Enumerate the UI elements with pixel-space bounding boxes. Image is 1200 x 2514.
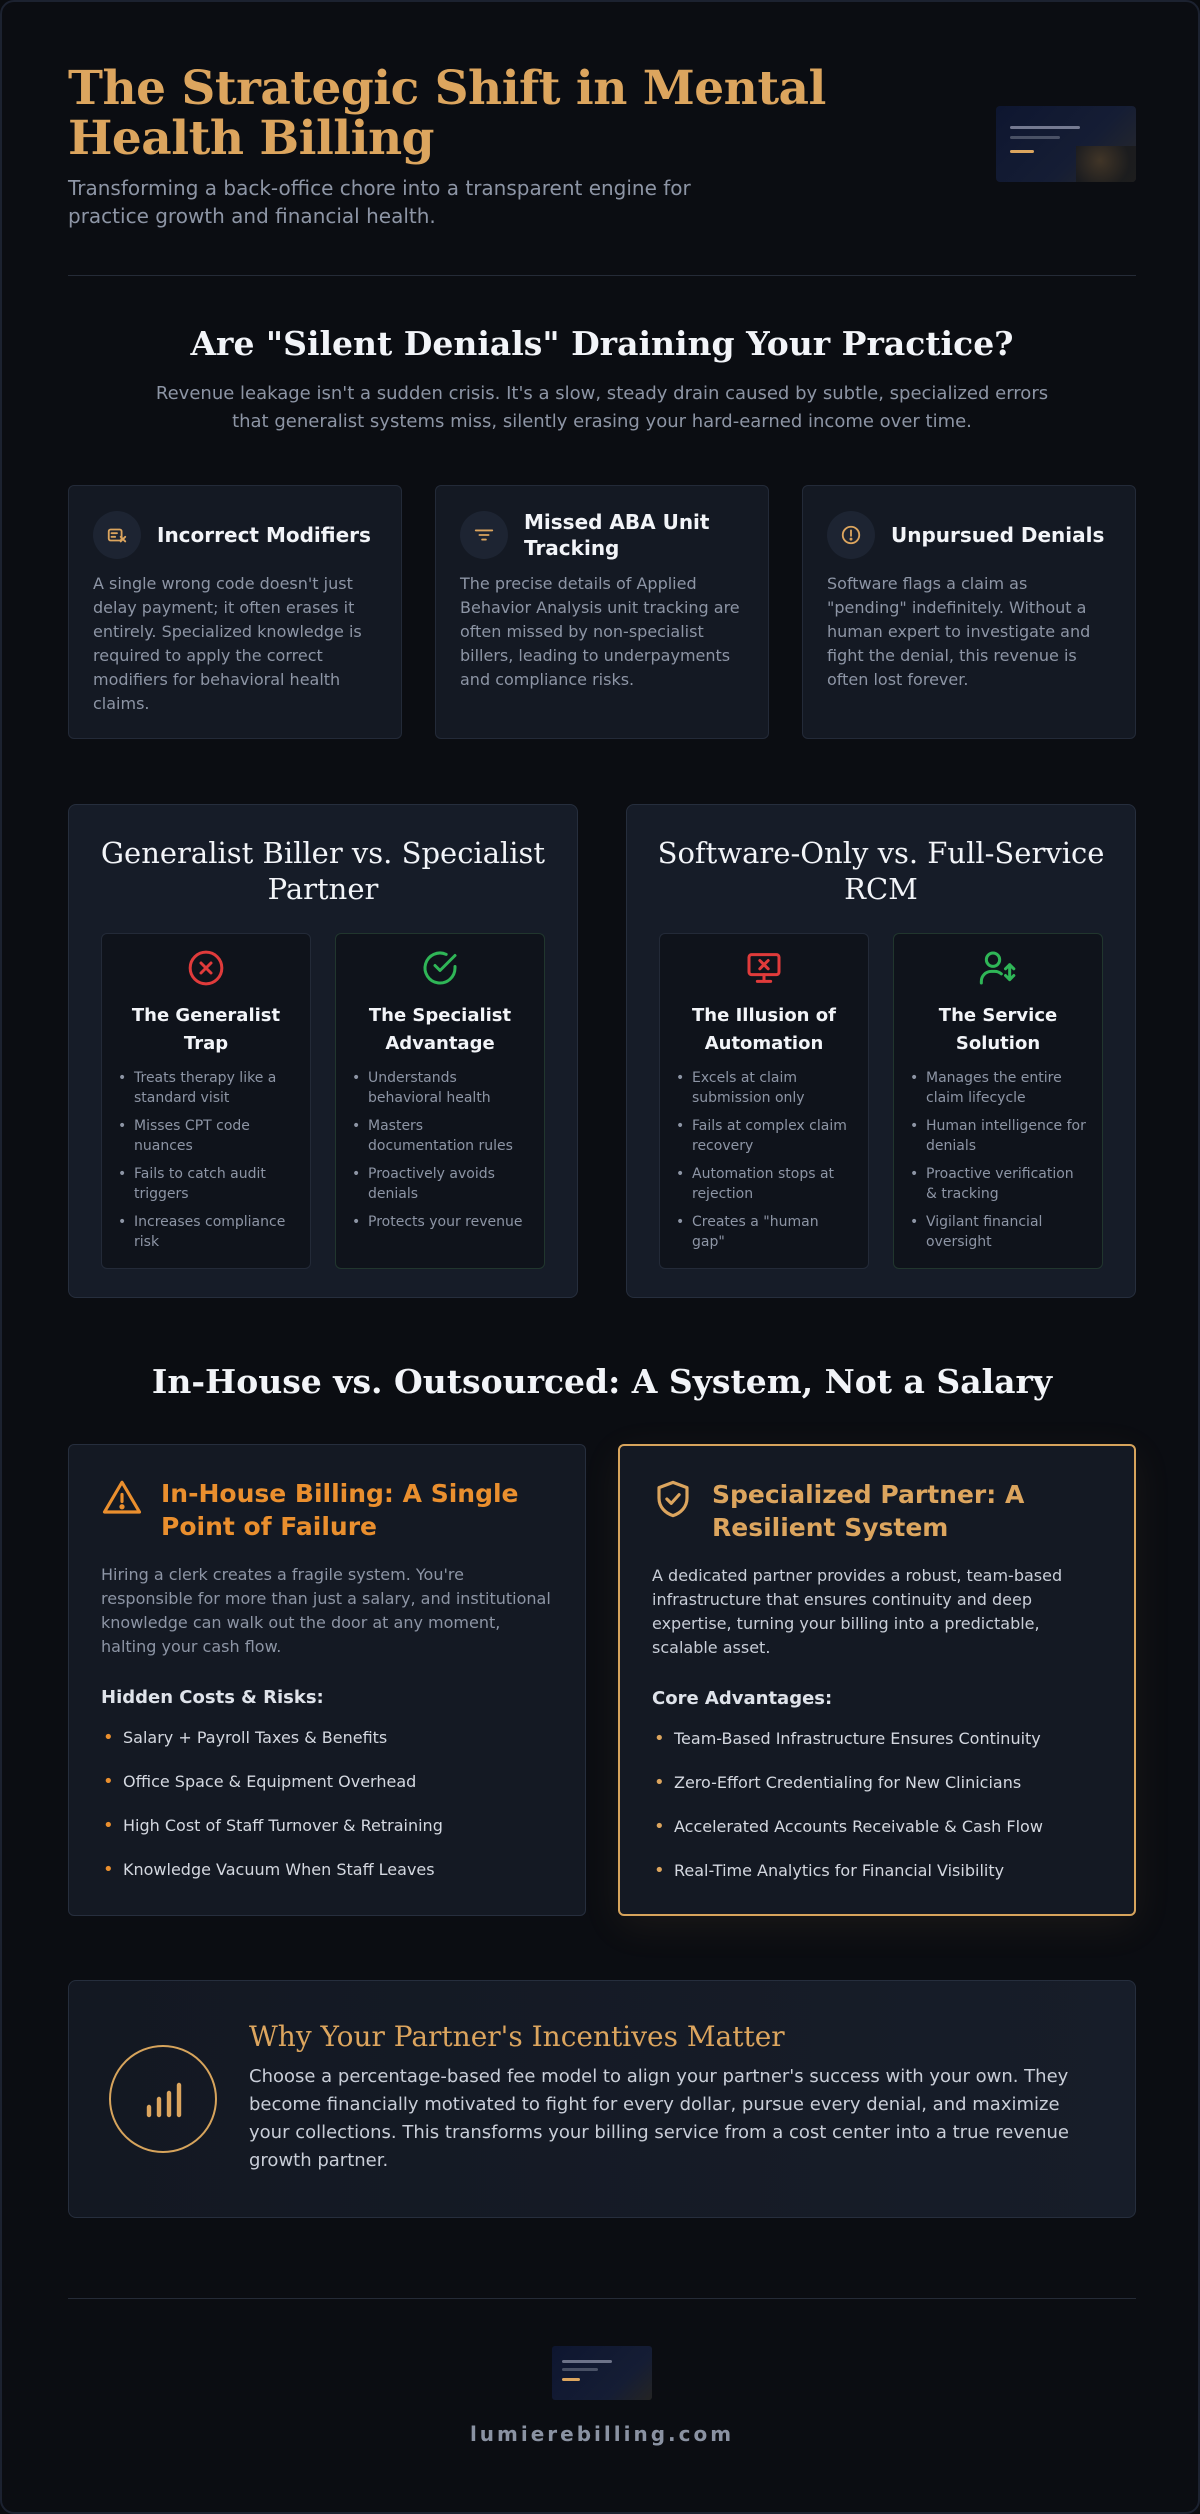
leak-card-title: Unpursued Denials xyxy=(891,523,1105,547)
leak-card-title: Incorrect Modifiers xyxy=(157,523,371,547)
incentive-text: Choose a percentage-based fee model to align your partner's success with your own. They become financially motivated to fight for every dollar, pursue every denial, and maximize your collections. This transforms your billing service from a cost center into a true revenue growth partner. xyxy=(249,2066,1069,2171)
list-item: • Office Space & Equipment Overhead xyxy=(101,1770,553,1794)
page-title: The Strategic Shift in Mental Health Billing xyxy=(68,61,826,166)
comparison-panel-title: Software-Only vs. Full-Service RCM xyxy=(657,836,1105,906)
list-item: • Manages the entire claim lifecycle xyxy=(908,1068,1088,1108)
divider xyxy=(68,2298,1136,2299)
filter-icon xyxy=(460,511,508,559)
footer-thumbnail-image xyxy=(552,2346,652,2400)
modifier-icon xyxy=(93,511,141,559)
list-item: • Fails at complex claim recovery xyxy=(674,1116,854,1156)
comparison-card-title: The Service Solution xyxy=(938,1005,1058,1054)
comparison-card-generalist xyxy=(101,933,311,1269)
divider xyxy=(68,275,1136,276)
list-item: • Zero-Effort Credentialing for New Clinicians xyxy=(652,1771,1102,1795)
comparison-card-title: The Illusion of Automation xyxy=(692,1005,836,1054)
list-item: • Misses CPT code nuances xyxy=(116,1116,296,1156)
comparison-panel-generalist-vs-specialist xyxy=(68,804,578,1298)
list-item: • Knowledge Vacuum When Staff Leaves xyxy=(101,1858,553,1882)
list-item: • Automation stops at rejection xyxy=(674,1164,854,1204)
comparison-list xyxy=(674,1068,854,1252)
page-subtitle: Transforming a back-office chore into a transparent engine for practice growth and financial health. xyxy=(68,176,691,228)
section-lead-silent-denials: Revenue leakage isn't a sudden crisis. It's a slow, steady drain caused by subtle, specialized errors that generalist systems miss, silently erasing your hard-earned income over time. xyxy=(155,383,1049,432)
comparison-panel-software-vs-service xyxy=(626,804,1136,1298)
leak-card-title: Missed ABA Unit Tracking xyxy=(524,510,710,560)
monitor-x-icon xyxy=(674,948,854,992)
comparison-list xyxy=(350,1068,530,1232)
list-item: • Human intelligence for denials xyxy=(908,1116,1088,1156)
header-thumbnail-image xyxy=(996,106,1136,182)
list-item: • Treats therapy like a standard visit xyxy=(116,1068,296,1108)
x-circle-icon xyxy=(116,948,296,992)
bar-chart-icon xyxy=(109,2045,217,2153)
footer-domain-link[interactable]: lumierebilling.com xyxy=(469,2422,735,2446)
inhouse-risk-list xyxy=(101,1726,553,1882)
warning-triangle-icon xyxy=(101,1477,143,1523)
leak-card-text: Software flags a claim as "pending" indefinitely. Without a human expert to investigate and fight the denial, this revenue is often lost forever. xyxy=(827,574,1091,689)
inhouse-card-subhead: Hidden Costs & Risks: xyxy=(101,1687,324,1708)
comparison-card-title: The Specialist Advantage xyxy=(368,1005,512,1054)
leak-card xyxy=(435,485,769,739)
comparison-card-automation xyxy=(659,933,869,1269)
incentive-callout xyxy=(68,1980,1136,2218)
list-item: • High Cost of Staff Turnover & Retraining xyxy=(101,1814,553,1838)
inhouse-card-text: Hiring a clerk creates a fragile system. You're responsible for more than just a salary, and institutional knowledge can walk out the door at any moment, halting your cash flow. xyxy=(101,1565,551,1656)
list-item: • Real-Time Analytics for Financial Visibility xyxy=(652,1859,1102,1883)
partner-card-title: Specialized Partner: A Resilient System xyxy=(712,1480,1025,1542)
list-item: • Increases compliance risk xyxy=(116,1212,296,1252)
section-title-system: In-House vs. Outsourced: A System, Not a Salary xyxy=(151,1362,1053,1401)
partner-advantage-list xyxy=(652,1727,1102,1883)
list-item: • Salary + Payroll Taxes & Benefits xyxy=(101,1726,553,1750)
partner-card-subhead: Core Advantages: xyxy=(652,1688,833,1709)
leak-card xyxy=(802,485,1136,739)
list-item: • Team-Based Infrastructure Ensures Continuity xyxy=(652,1727,1102,1751)
comparison-card-title: The Generalist Trap xyxy=(131,1005,281,1054)
shield-check-icon xyxy=(652,1478,694,1524)
partner-card xyxy=(618,1444,1136,1916)
comparison-card-specialist xyxy=(335,933,545,1269)
user-service-icon xyxy=(908,948,1088,992)
list-item: • Accelerated Accounts Receivable & Cash Flow xyxy=(652,1815,1102,1839)
list-item: • Proactive verification & tracking xyxy=(908,1164,1088,1204)
list-item: • Creates a "human gap" xyxy=(674,1212,854,1252)
comparison-card-service xyxy=(893,933,1103,1269)
list-item: • Understands behavioral health xyxy=(350,1068,530,1108)
leak-card-text: A single wrong code doesn't just delay payment; it often erases it entirely. Specialized knowledge is required to apply the correct modifiers for behavioral health claims. xyxy=(93,574,362,713)
list-item: • Vigilant financial oversight xyxy=(908,1212,1088,1252)
comparison-list xyxy=(116,1068,296,1252)
header xyxy=(68,61,1136,234)
list-item: • Excels at claim submission only xyxy=(674,1068,854,1108)
inhouse-card-title: In-House Billing: A Single Point of Failure xyxy=(161,1479,519,1541)
inhouse-card xyxy=(68,1444,586,1916)
leak-card-text: The precise details of Applied Behavior Analysis unit tracking are often missed by non-specialist billers, leading to underpayments and compliance risks. xyxy=(460,574,740,689)
partner-card-text: A dedicated partner provides a robust, team-based infrastructure that ensures continuity and deep expertise, turning your billing into a predictable, scalable asset. xyxy=(652,1566,1063,1657)
list-item: • Masters documentation rules xyxy=(350,1116,530,1156)
check-circle-icon xyxy=(350,948,530,992)
incentive-title: Why Your Partner's Incentives Matter xyxy=(249,2020,785,2053)
alert-circle-icon xyxy=(827,511,875,559)
list-item: • Proactively avoids denials xyxy=(350,1164,530,1204)
section-title-silent-denials: Are "Silent Denials" Draining Your Practice? xyxy=(190,324,1014,363)
comparison-list xyxy=(908,1068,1088,1252)
list-item: • Fails to catch audit triggers xyxy=(116,1164,296,1204)
comparison-panel-title: Generalist Biller vs. Specialist Partner xyxy=(100,836,546,906)
list-item: • Protects your revenue xyxy=(350,1212,530,1232)
leak-card xyxy=(68,485,402,739)
